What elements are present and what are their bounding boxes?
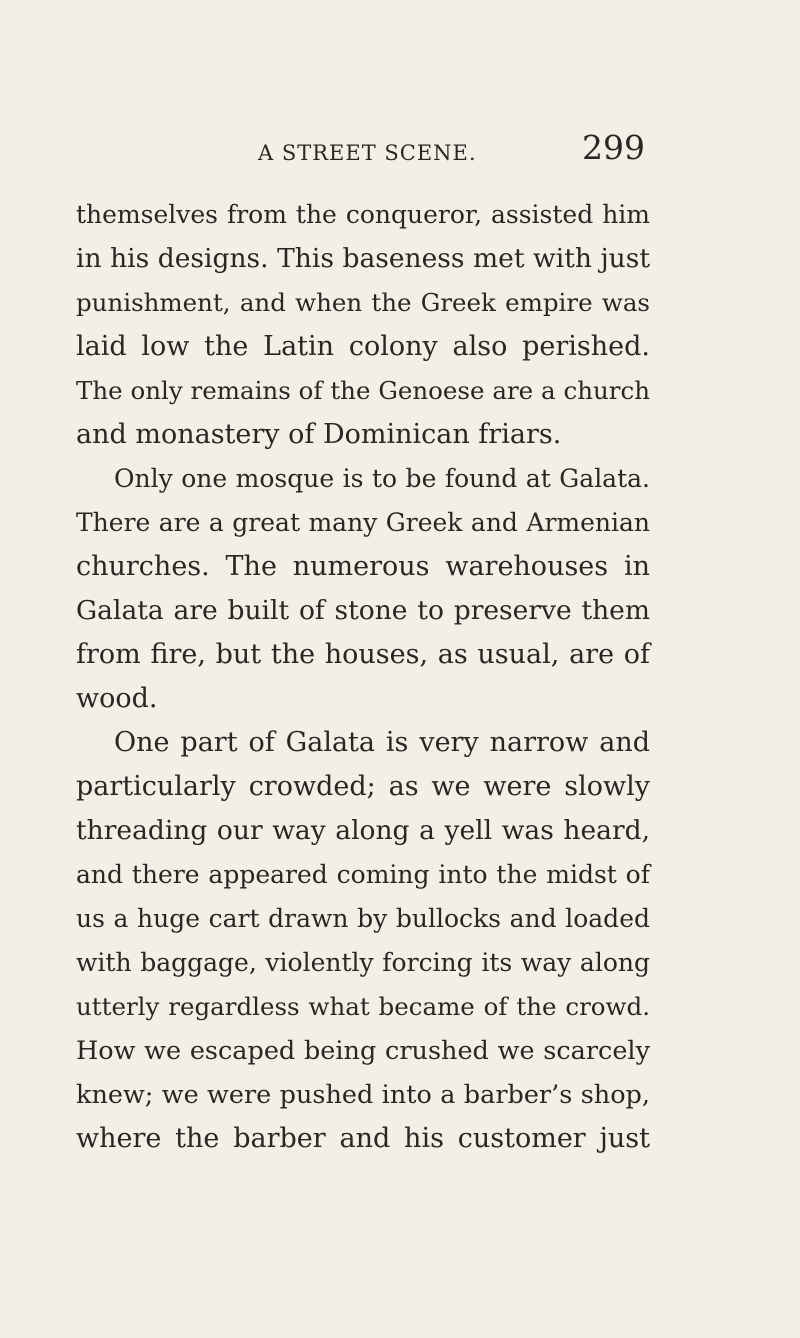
text-line: How we escaped being crushed we scarcely — [76, 1036, 650, 1066]
text-line: punishment, and when the Greek empire was — [76, 288, 650, 317]
text-line: and monastery of Dominican friars. — [76, 419, 562, 450]
text-line: themselves from the conqueror, assisted him — [76, 200, 650, 229]
text-line: The only remains of the Genoese are a church — [76, 376, 650, 405]
text-line: utterly regardless what became of the crowd. — [76, 992, 650, 1021]
text-line: from fire, but the houses, as usual, are of — [76, 639, 650, 670]
text-line: and there appeared coming into the midst of — [76, 860, 650, 889]
text-line: threading our way along a yell was heard, — [76, 815, 650, 846]
text-line: wood. — [76, 683, 158, 714]
text-line: with baggage, violently forcing its way along — [76, 948, 650, 977]
text-line: knew; we were pushed into a barber’s shop, — [76, 1080, 650, 1110]
running-head: A STREET SCENE. — [258, 141, 477, 165]
page-number: 299 — [582, 128, 645, 167]
text-line: us a huge cart drawn by bullocks and loaded — [76, 904, 650, 933]
text-line: Galata are built of stone to preserve them — [76, 595, 650, 626]
text-line: One part of Galata is very narrow and — [114, 727, 650, 758]
text-line: There are a great many Greek and Armenian — [76, 508, 650, 537]
text-line: particularly crowded; as we were slowly — [76, 771, 650, 802]
text-line: where the barber and his customer just — [76, 1123, 650, 1154]
text-line: churches. The numerous warehouses in — [76, 551, 650, 582]
text-line: in his designs. This baseness met with just — [76, 243, 650, 274]
text-line: Only one mosque is to be found at Galata. — [114, 464, 650, 493]
text-line: laid low the Latin colony also perished. — [76, 331, 650, 362]
